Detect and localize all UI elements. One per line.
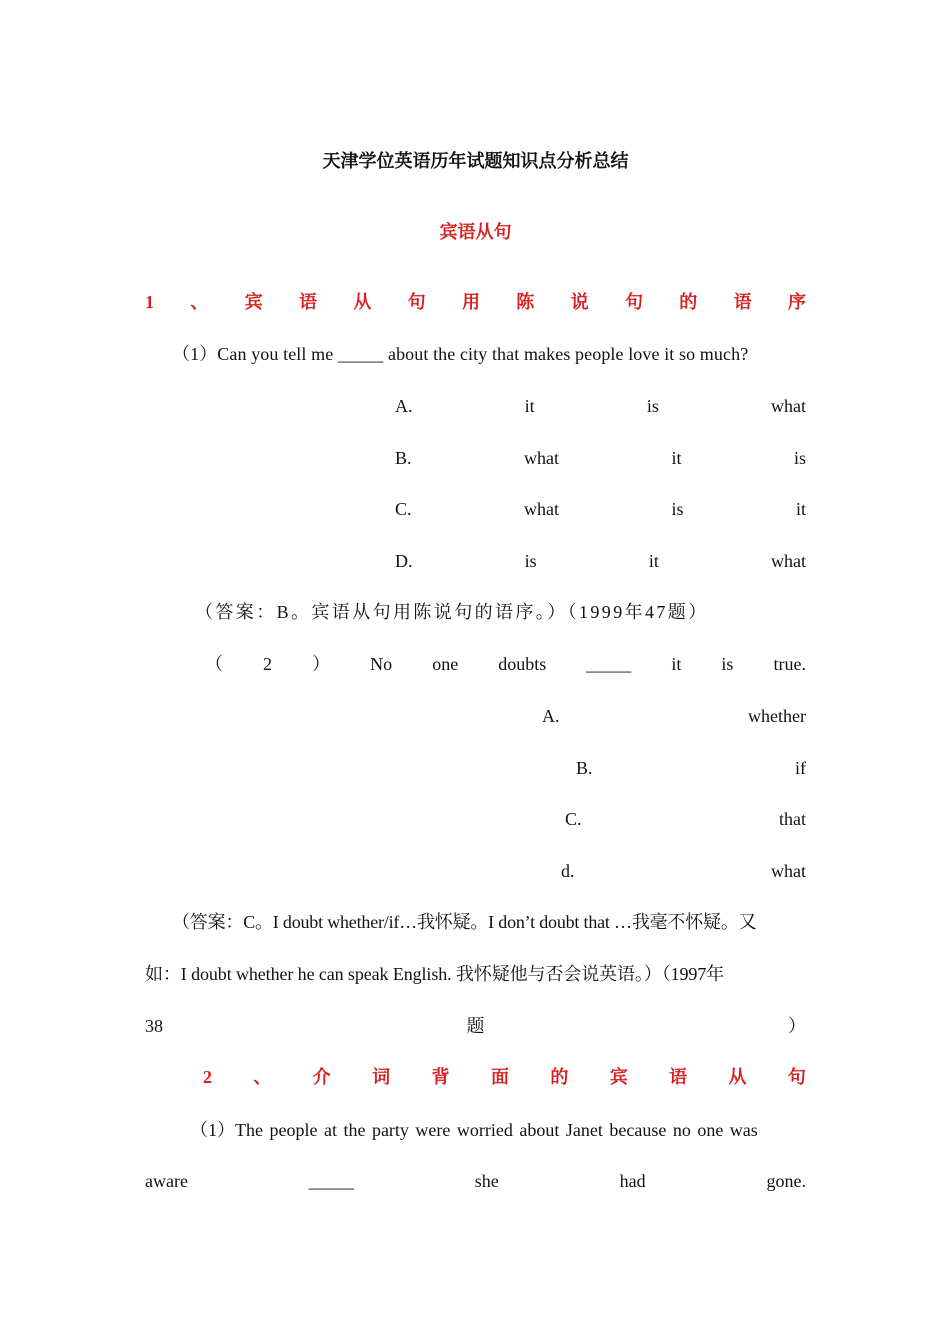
heading-char: 从 [353, 292, 372, 312]
heading-char: 从 [728, 1067, 747, 1087]
stem-word: true. [773, 654, 806, 674]
question-3-stem-line-2 [145, 1166, 806, 1196]
heading-char: 背 [431, 1067, 450, 1087]
answer-word: ） [788, 1016, 806, 1036]
option-letter: B. [576, 758, 593, 778]
question-2-answer-line-3 [145, 1011, 806, 1041]
option-word: is [646, 396, 659, 416]
heading-char: 词 [372, 1067, 391, 1087]
option-letter: C. [565, 809, 582, 829]
stem-word: one [432, 654, 459, 674]
option-letter: C. [395, 499, 412, 519]
heading-char: 陈 [516, 292, 535, 312]
heading-char: 用 [461, 292, 480, 312]
option-letter: d. [561, 861, 575, 881]
heading-char: 句 [407, 292, 426, 312]
heading-char: 2 [203, 1067, 212, 1087]
heading-char: 、 [190, 292, 209, 312]
option-word: whether [748, 706, 806, 726]
option-word: if [795, 758, 806, 778]
question-2-option-a [542, 701, 806, 731]
heading-char: 序 [787, 292, 806, 312]
option-letter: A. [395, 396, 413, 416]
option-word: what [524, 499, 559, 519]
stem-word: 2 [263, 654, 273, 674]
document-title: 天津学位英语历年试题知识点分析总结 [322, 151, 629, 171]
heading-char: 语 [733, 292, 752, 312]
question-1-answer: （答案：B。宾语从句用陈说句的语序。）（1999年47题） [195, 602, 709, 622]
option-letter: A. [542, 706, 560, 726]
heading-2 [203, 1062, 806, 1092]
option-word: what [771, 396, 806, 416]
stem-word: No [370, 654, 393, 674]
heading-char: 宾 [244, 292, 263, 312]
heading-char: 、 [253, 1067, 272, 1087]
section-heading: 宾语从句 [439, 222, 512, 242]
option-word: it [648, 551, 659, 571]
question-1-option-d [395, 546, 806, 576]
heading-char: 说 [570, 292, 589, 312]
stem-word: _____ [308, 1171, 354, 1191]
question-1-option-a [395, 391, 806, 421]
option-word: is [671, 499, 684, 519]
stem-word: （ [205, 654, 223, 674]
heading-char: 面 [490, 1067, 509, 1087]
heading-char: 语 [298, 292, 317, 312]
question-2-answer-line-1: （答案：C。I doubt whether/if…我怀疑。I don’t doubt that …我毫不怀疑。又 [172, 912, 757, 932]
question-2-option-c [565, 804, 806, 834]
heading-char: 宾 [609, 1067, 628, 1087]
option-letter: B. [395, 448, 412, 468]
heading-char: 语 [669, 1067, 688, 1087]
heading-char: 的 [679, 292, 698, 312]
stem-word: ） [312, 654, 331, 674]
option-word: it [671, 448, 682, 468]
option-letter: D. [395, 551, 413, 571]
stem-word: had [619, 1171, 646, 1191]
option-word: it [795, 499, 806, 519]
question-1-option-c [395, 494, 806, 524]
stem-word: _____ [586, 654, 632, 674]
question-1-option-b [395, 443, 806, 473]
question-3-stem-line-1: （1）The people at the party were worried about Janet because no one was [190, 1120, 758, 1140]
heading-1 [145, 287, 806, 317]
option-word: is [793, 448, 806, 468]
heading-char: 1 [145, 292, 154, 312]
question-2-option-b [576, 753, 806, 783]
stem-word: is [721, 654, 734, 674]
heading-char: 的 [550, 1067, 569, 1087]
answer-word: 38 [145, 1016, 163, 1036]
heading-char: 句 [624, 292, 643, 312]
stem-word: it [671, 654, 682, 674]
stem-word: doubts [498, 654, 547, 674]
heading-char: 介 [312, 1067, 331, 1087]
question-2-stem [205, 649, 806, 679]
option-word: it [524, 396, 535, 416]
stem-word: gone. [766, 1171, 806, 1191]
option-word: what [771, 551, 806, 571]
question-1-stem: （1）Can you tell me _____ about the city that makes people love it so much? [172, 344, 749, 364]
question-2-option-d [561, 856, 806, 886]
option-word: what [524, 448, 559, 468]
option-word: that [779, 809, 806, 829]
heading-char: 句 [787, 1067, 806, 1087]
stem-word: aware [145, 1171, 188, 1191]
stem-word: she [474, 1171, 499, 1191]
option-word: what [771, 861, 806, 881]
option-word: is [524, 551, 537, 571]
question-2-answer-line-2: 如：I doubt whether he can speak English. 我怀疑他与否会说英语。）（1997年 [145, 964, 725, 984]
answer-word: 题 [466, 1016, 485, 1036]
